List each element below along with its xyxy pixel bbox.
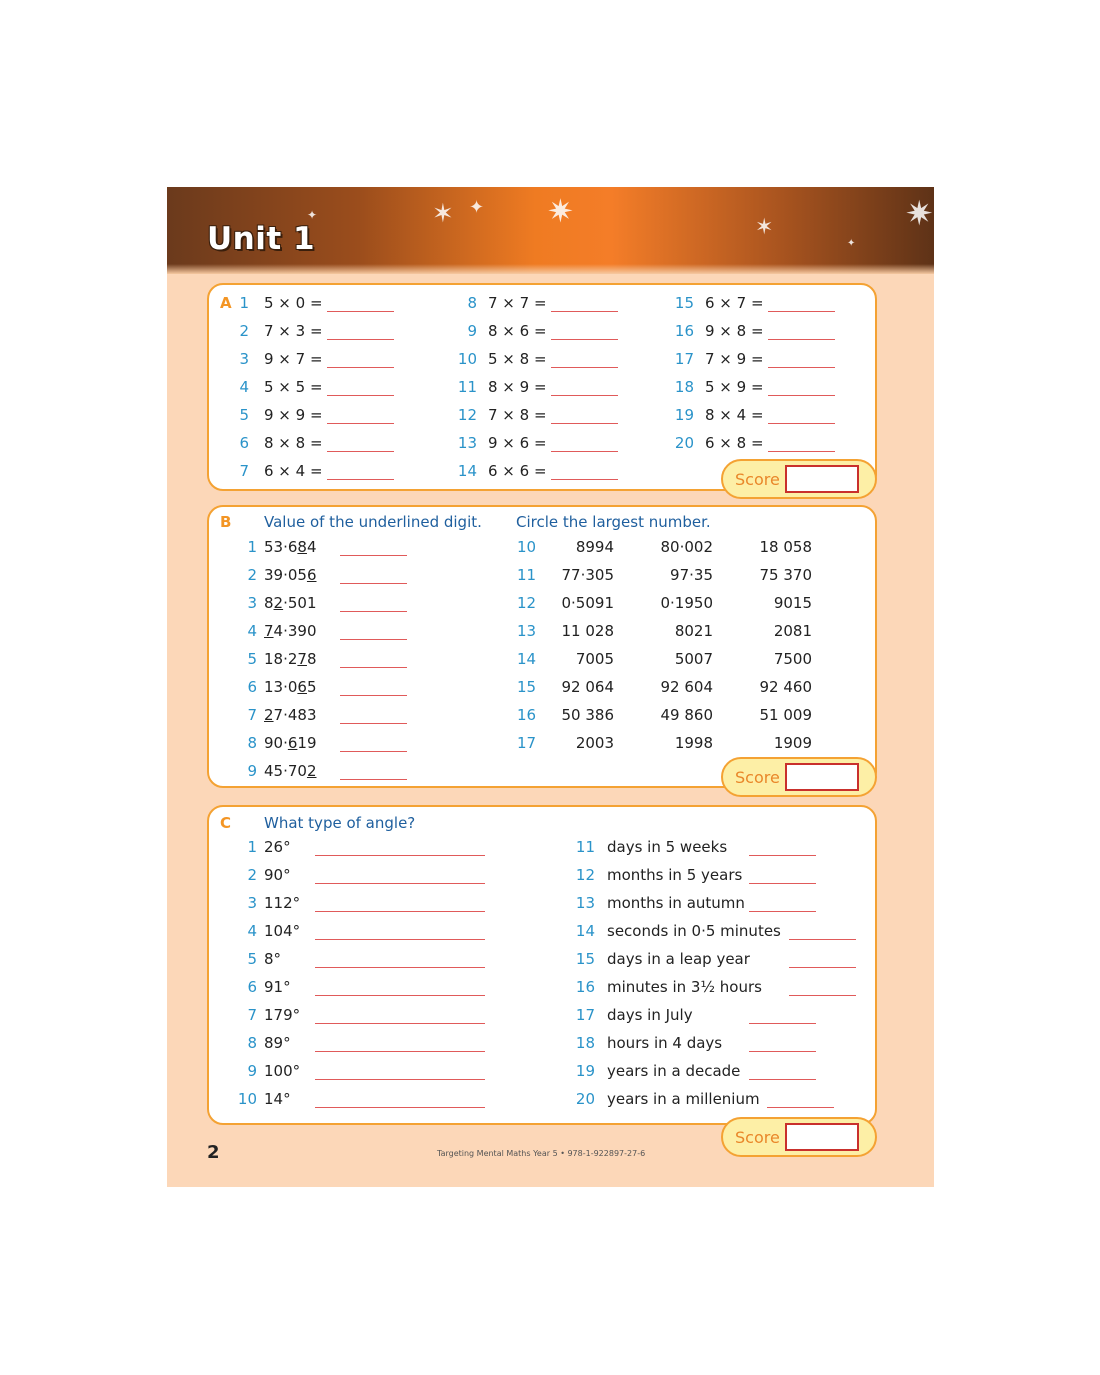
multiplication-question: 9 × 9 = xyxy=(264,406,323,424)
question-number: 7 xyxy=(247,706,257,724)
section-c-label: C xyxy=(220,814,232,832)
answer-blank[interactable] xyxy=(315,939,485,940)
underlined-digit: 7 xyxy=(264,622,274,640)
digits-before: 53·6 xyxy=(264,538,298,556)
decimal-number xyxy=(264,762,317,780)
question-number: 20 xyxy=(674,434,694,452)
angle-value: 89° xyxy=(264,1034,291,1052)
answer-blank[interactable] xyxy=(789,939,856,940)
digits-after: 19 xyxy=(297,734,317,752)
question-number: 2 xyxy=(247,566,257,584)
answer-blank[interactable] xyxy=(768,395,835,396)
number-option[interactable]: 8021 xyxy=(674,622,713,640)
answer-blank[interactable] xyxy=(768,423,835,424)
digits-before: 39·05 xyxy=(264,566,307,584)
answer-blank[interactable] xyxy=(768,367,835,368)
question-number: 1 xyxy=(247,538,257,556)
question-number: 11 xyxy=(575,838,595,856)
multiplication-question: 6 × 8 = xyxy=(705,434,764,452)
question-number: 13 xyxy=(517,622,537,640)
multiplication-question: 7 × 9 = xyxy=(705,350,764,368)
question-number: 18 xyxy=(575,1034,595,1052)
multiplication-question: 7 × 8 = xyxy=(488,406,547,424)
time-question: years in a millenium xyxy=(607,1090,760,1108)
decimal-number xyxy=(264,594,317,612)
number-option[interactable]: 1998 xyxy=(674,734,713,752)
answer-blank[interactable] xyxy=(340,555,407,556)
question-number: 4 xyxy=(247,922,257,940)
digits-before: 8 xyxy=(264,594,274,612)
question-number: 16 xyxy=(517,706,537,724)
question-number: 12 xyxy=(575,866,595,884)
question-number: 3 xyxy=(247,594,257,612)
answer-blank[interactable] xyxy=(340,667,407,668)
multiplication-question: 5 × 8 = xyxy=(488,350,547,368)
time-question: months in 5 years xyxy=(607,866,743,884)
angle-value: 100° xyxy=(264,1062,301,1080)
score-box-c xyxy=(721,1117,877,1157)
number-option[interactable]: 92 064 xyxy=(561,678,614,696)
score-field-a[interactable] xyxy=(785,465,859,493)
decimal-number xyxy=(264,538,317,556)
decimal-number xyxy=(264,566,317,584)
answer-blank[interactable] xyxy=(551,339,618,340)
question-number: 15 xyxy=(517,678,537,696)
answer-blank[interactable] xyxy=(749,1023,816,1024)
score-box-a xyxy=(721,459,877,499)
question-number: 1 xyxy=(247,838,257,856)
answer-blank[interactable] xyxy=(551,479,618,480)
question-number: 17 xyxy=(674,350,694,368)
decimal-number xyxy=(264,678,317,696)
question-number: 19 xyxy=(674,406,694,424)
question-number: 16 xyxy=(575,978,595,996)
question-number: 5 xyxy=(247,650,257,668)
question-number: 7 xyxy=(239,462,249,480)
question-number: 17 xyxy=(517,734,537,752)
question-number: 3 xyxy=(239,350,249,368)
number-option[interactable]: 7500 xyxy=(773,650,812,668)
number-option[interactable]: 5007 xyxy=(674,650,713,668)
digits-after: 7·483 xyxy=(273,706,317,724)
answer-blank[interactable] xyxy=(551,367,618,368)
number-option[interactable]: 11 028 xyxy=(561,622,614,640)
section-c-instruction: What type of angle? xyxy=(264,814,416,832)
multiplication-question: 8 × 8 = xyxy=(264,434,323,452)
question-number: 10 xyxy=(237,1090,257,1108)
question-number: 8 xyxy=(467,294,477,312)
answer-blank[interactable] xyxy=(340,583,407,584)
answer-blank[interactable] xyxy=(315,1023,485,1024)
decimal-number xyxy=(264,650,317,668)
sparkle-icon: ✦ xyxy=(307,208,318,222)
answer-blank[interactable] xyxy=(315,911,485,912)
answer-blank[interactable] xyxy=(327,311,394,312)
digits-after: 4·390 xyxy=(273,622,317,640)
question-number: 14 xyxy=(517,650,537,668)
worksheet-page xyxy=(167,187,934,1187)
question-number: 12 xyxy=(517,594,537,612)
number-option[interactable]: 49 860 xyxy=(660,706,713,724)
question-number: 14 xyxy=(457,462,477,480)
multiplication-question: 9 × 6 = xyxy=(488,434,547,452)
answer-blank[interactable] xyxy=(749,883,816,884)
section-c-panel xyxy=(207,805,877,1125)
time-question: hours in 4 days xyxy=(607,1034,723,1052)
answer-blank[interactable] xyxy=(327,339,394,340)
answer-blank[interactable] xyxy=(551,311,618,312)
multiplication-question: 5 × 9 = xyxy=(705,378,764,396)
number-option[interactable]: 0·1950 xyxy=(660,594,713,612)
question-number: 8 xyxy=(247,1034,257,1052)
answer-blank[interactable] xyxy=(327,423,394,424)
multiplication-question: 6 × 6 = xyxy=(488,462,547,480)
question-number: 14 xyxy=(575,922,595,940)
number-option[interactable]: 8994 xyxy=(575,538,614,556)
underlined-digit: 2 xyxy=(273,594,284,612)
digits-before: 18·2 xyxy=(264,650,298,668)
answer-blank[interactable] xyxy=(315,1051,485,1052)
question-number: 4 xyxy=(247,622,257,640)
unit-banner xyxy=(167,187,934,274)
answer-blank[interactable] xyxy=(767,1107,834,1108)
multiplication-question: 9 × 8 = xyxy=(705,322,764,340)
time-question: seconds in 0·5 minutes xyxy=(607,922,781,940)
angle-value: 112° xyxy=(264,894,301,912)
sparkle-icon: ✶ xyxy=(432,199,454,229)
answer-blank[interactable] xyxy=(768,311,835,312)
angle-value: 8° xyxy=(264,950,282,968)
answer-blank[interactable] xyxy=(327,451,394,452)
time-question: days in 5 weeks xyxy=(607,838,728,856)
number-option[interactable]: 75 370 xyxy=(759,566,812,584)
digits-before: 90· xyxy=(264,734,288,752)
multiplication-question: 7 × 7 = xyxy=(488,294,547,312)
unit-title: Unit 1 xyxy=(207,221,316,257)
question-number: 9 xyxy=(247,1062,257,1080)
question-number: 1 xyxy=(239,294,249,312)
answer-blank[interactable] xyxy=(315,995,485,996)
angle-value: 26° xyxy=(264,838,291,856)
digits-after: ·501 xyxy=(283,594,317,612)
question-number: 10 xyxy=(457,350,477,368)
answer-blank[interactable] xyxy=(340,639,407,640)
question-number: 19 xyxy=(575,1062,595,1080)
answer-blank[interactable] xyxy=(789,995,856,996)
digits-after: 8 xyxy=(306,650,317,668)
footer-text: Targeting Mental Maths Year 5 • 978-1-922897-27-6 xyxy=(437,1149,646,1158)
multiplication-question: 8 × 9 = xyxy=(488,378,547,396)
score-label: Score xyxy=(735,1128,780,1147)
section-b-instruction-left: Value of the underlined digit. xyxy=(264,513,482,531)
section-b-label: B xyxy=(220,513,232,531)
score-label: Score xyxy=(735,768,780,787)
decimal-number xyxy=(264,622,317,640)
number-option[interactable]: 80·002 xyxy=(660,538,713,556)
answer-blank[interactable] xyxy=(315,1107,485,1108)
question-number: 10 xyxy=(517,538,537,556)
question-number: 17 xyxy=(575,1006,595,1024)
multiplication-question: 9 × 7 = xyxy=(264,350,323,368)
time-question: months in autumn xyxy=(607,894,745,912)
number-option[interactable]: 92 604 xyxy=(660,678,713,696)
answer-blank[interactable] xyxy=(340,611,407,612)
time-question: days in a leap year xyxy=(607,950,750,968)
number-option[interactable]: 0·5091 xyxy=(561,594,614,612)
underlined-digit: 2 xyxy=(264,706,274,724)
question-number: 4 xyxy=(239,378,249,396)
answer-blank[interactable] xyxy=(789,967,856,968)
number-option[interactable]: 2003 xyxy=(575,734,614,752)
time-question: days in July xyxy=(607,1006,693,1024)
multiplication-question: 5 × 5 = xyxy=(264,378,323,396)
question-number: 12 xyxy=(457,406,477,424)
angle-value: 104° xyxy=(264,922,301,940)
digits-before: 13·0 xyxy=(264,678,298,696)
answer-blank[interactable] xyxy=(327,479,394,480)
answer-blank[interactable] xyxy=(551,395,618,396)
number-option[interactable]: 50 386 xyxy=(561,706,614,724)
sparkle-icon: ✦ xyxy=(469,197,485,218)
question-number: 8 xyxy=(247,734,257,752)
answer-blank[interactable] xyxy=(768,339,835,340)
underlined-digit: 2 xyxy=(306,762,317,780)
digits-after: 5 xyxy=(306,678,317,696)
answer-blank[interactable] xyxy=(749,855,816,856)
question-number: 6 xyxy=(247,678,257,696)
multiplication-question: 7 × 3 = xyxy=(264,322,323,340)
angle-value: 91° xyxy=(264,978,291,996)
sparkle-icon: ✷ xyxy=(547,192,574,230)
question-number: 13 xyxy=(457,434,477,452)
question-number: 15 xyxy=(674,294,694,312)
score-box-b xyxy=(721,757,877,797)
answer-blank[interactable] xyxy=(551,451,618,452)
multiplication-question: 6 × 4 = xyxy=(264,462,323,480)
number-option[interactable]: 9015 xyxy=(773,594,812,612)
underlined-digit: 6 xyxy=(297,678,307,696)
question-number: 6 xyxy=(239,434,249,452)
underlined-digit: 6 xyxy=(306,566,317,584)
number-option[interactable]: 77·305 xyxy=(561,566,614,584)
number-option[interactable]: 2081 xyxy=(773,622,812,640)
multiplication-question: 8 × 6 = xyxy=(488,322,547,340)
angle-value: 90° xyxy=(264,866,291,884)
answer-blank[interactable] xyxy=(340,723,407,724)
angle-value: 14° xyxy=(264,1090,291,1108)
answer-blank[interactable] xyxy=(768,451,835,452)
answer-blank[interactable] xyxy=(749,911,816,912)
answer-blank[interactable] xyxy=(749,1079,816,1080)
question-number: 9 xyxy=(247,762,257,780)
sparkle-icon: ✶ xyxy=(755,215,774,240)
decimal-number xyxy=(264,734,317,752)
section-b-instruction-right: Circle the largest number. xyxy=(516,513,711,531)
answer-blank[interactable] xyxy=(315,883,485,884)
number-option[interactable]: 18 058 xyxy=(759,538,812,556)
decimal-number xyxy=(264,706,317,724)
question-number: 9 xyxy=(467,322,477,340)
question-number: 11 xyxy=(457,378,477,396)
question-number: 20 xyxy=(575,1090,595,1108)
score-field-c[interactable] xyxy=(785,1123,859,1151)
answer-blank[interactable] xyxy=(315,967,485,968)
question-number: 3 xyxy=(247,894,257,912)
question-number: 11 xyxy=(517,566,537,584)
underlined-digit: 7 xyxy=(297,650,307,668)
number-option[interactable]: 7005 xyxy=(575,650,614,668)
score-field-b[interactable] xyxy=(785,763,859,791)
question-number: 5 xyxy=(239,406,249,424)
answer-blank[interactable] xyxy=(340,779,407,780)
multiplication-question: 5 × 0 = xyxy=(264,294,323,312)
underlined-digit: 6 xyxy=(287,734,298,752)
answer-blank[interactable] xyxy=(340,751,407,752)
section-a-label: A xyxy=(220,294,232,312)
answer-blank[interactable] xyxy=(315,1079,485,1080)
multiplication-question: 8 × 4 = xyxy=(705,406,764,424)
digits-after: 4 xyxy=(306,538,317,556)
underlined-digit: 8 xyxy=(297,538,307,556)
question-number: 5 xyxy=(247,950,257,968)
sparkle-icon: ✷ xyxy=(905,194,934,234)
number-option[interactable]: 97·35 xyxy=(670,566,713,584)
score-label: Score xyxy=(735,470,780,489)
answer-blank[interactable] xyxy=(551,423,618,424)
answer-blank[interactable] xyxy=(340,695,407,696)
time-question: minutes in 3½ hours xyxy=(607,978,762,996)
page-number: 2 xyxy=(207,1142,220,1163)
question-number: 16 xyxy=(674,322,694,340)
answer-blank[interactable] xyxy=(327,395,394,396)
number-option[interactable]: 92 460 xyxy=(759,678,812,696)
question-number: 15 xyxy=(575,950,595,968)
question-number: 2 xyxy=(239,322,249,340)
question-number: 18 xyxy=(674,378,694,396)
number-option[interactable]: 51 009 xyxy=(759,706,812,724)
answer-blank[interactable] xyxy=(749,1051,816,1052)
answer-blank[interactable] xyxy=(315,855,485,856)
question-number: 2 xyxy=(247,866,257,884)
angle-value: 179° xyxy=(264,1006,301,1024)
question-number: 13 xyxy=(575,894,595,912)
number-option[interactable]: 1909 xyxy=(773,734,812,752)
answer-blank[interactable] xyxy=(327,367,394,368)
sparkle-icon: ✦ xyxy=(847,238,856,249)
time-question: years in a decade xyxy=(607,1062,741,1080)
digits-before: 45·70 xyxy=(264,762,307,780)
question-number: 7 xyxy=(247,1006,257,1024)
question-number: 6 xyxy=(247,978,257,996)
multiplication-question: 6 × 7 = xyxy=(705,294,764,312)
